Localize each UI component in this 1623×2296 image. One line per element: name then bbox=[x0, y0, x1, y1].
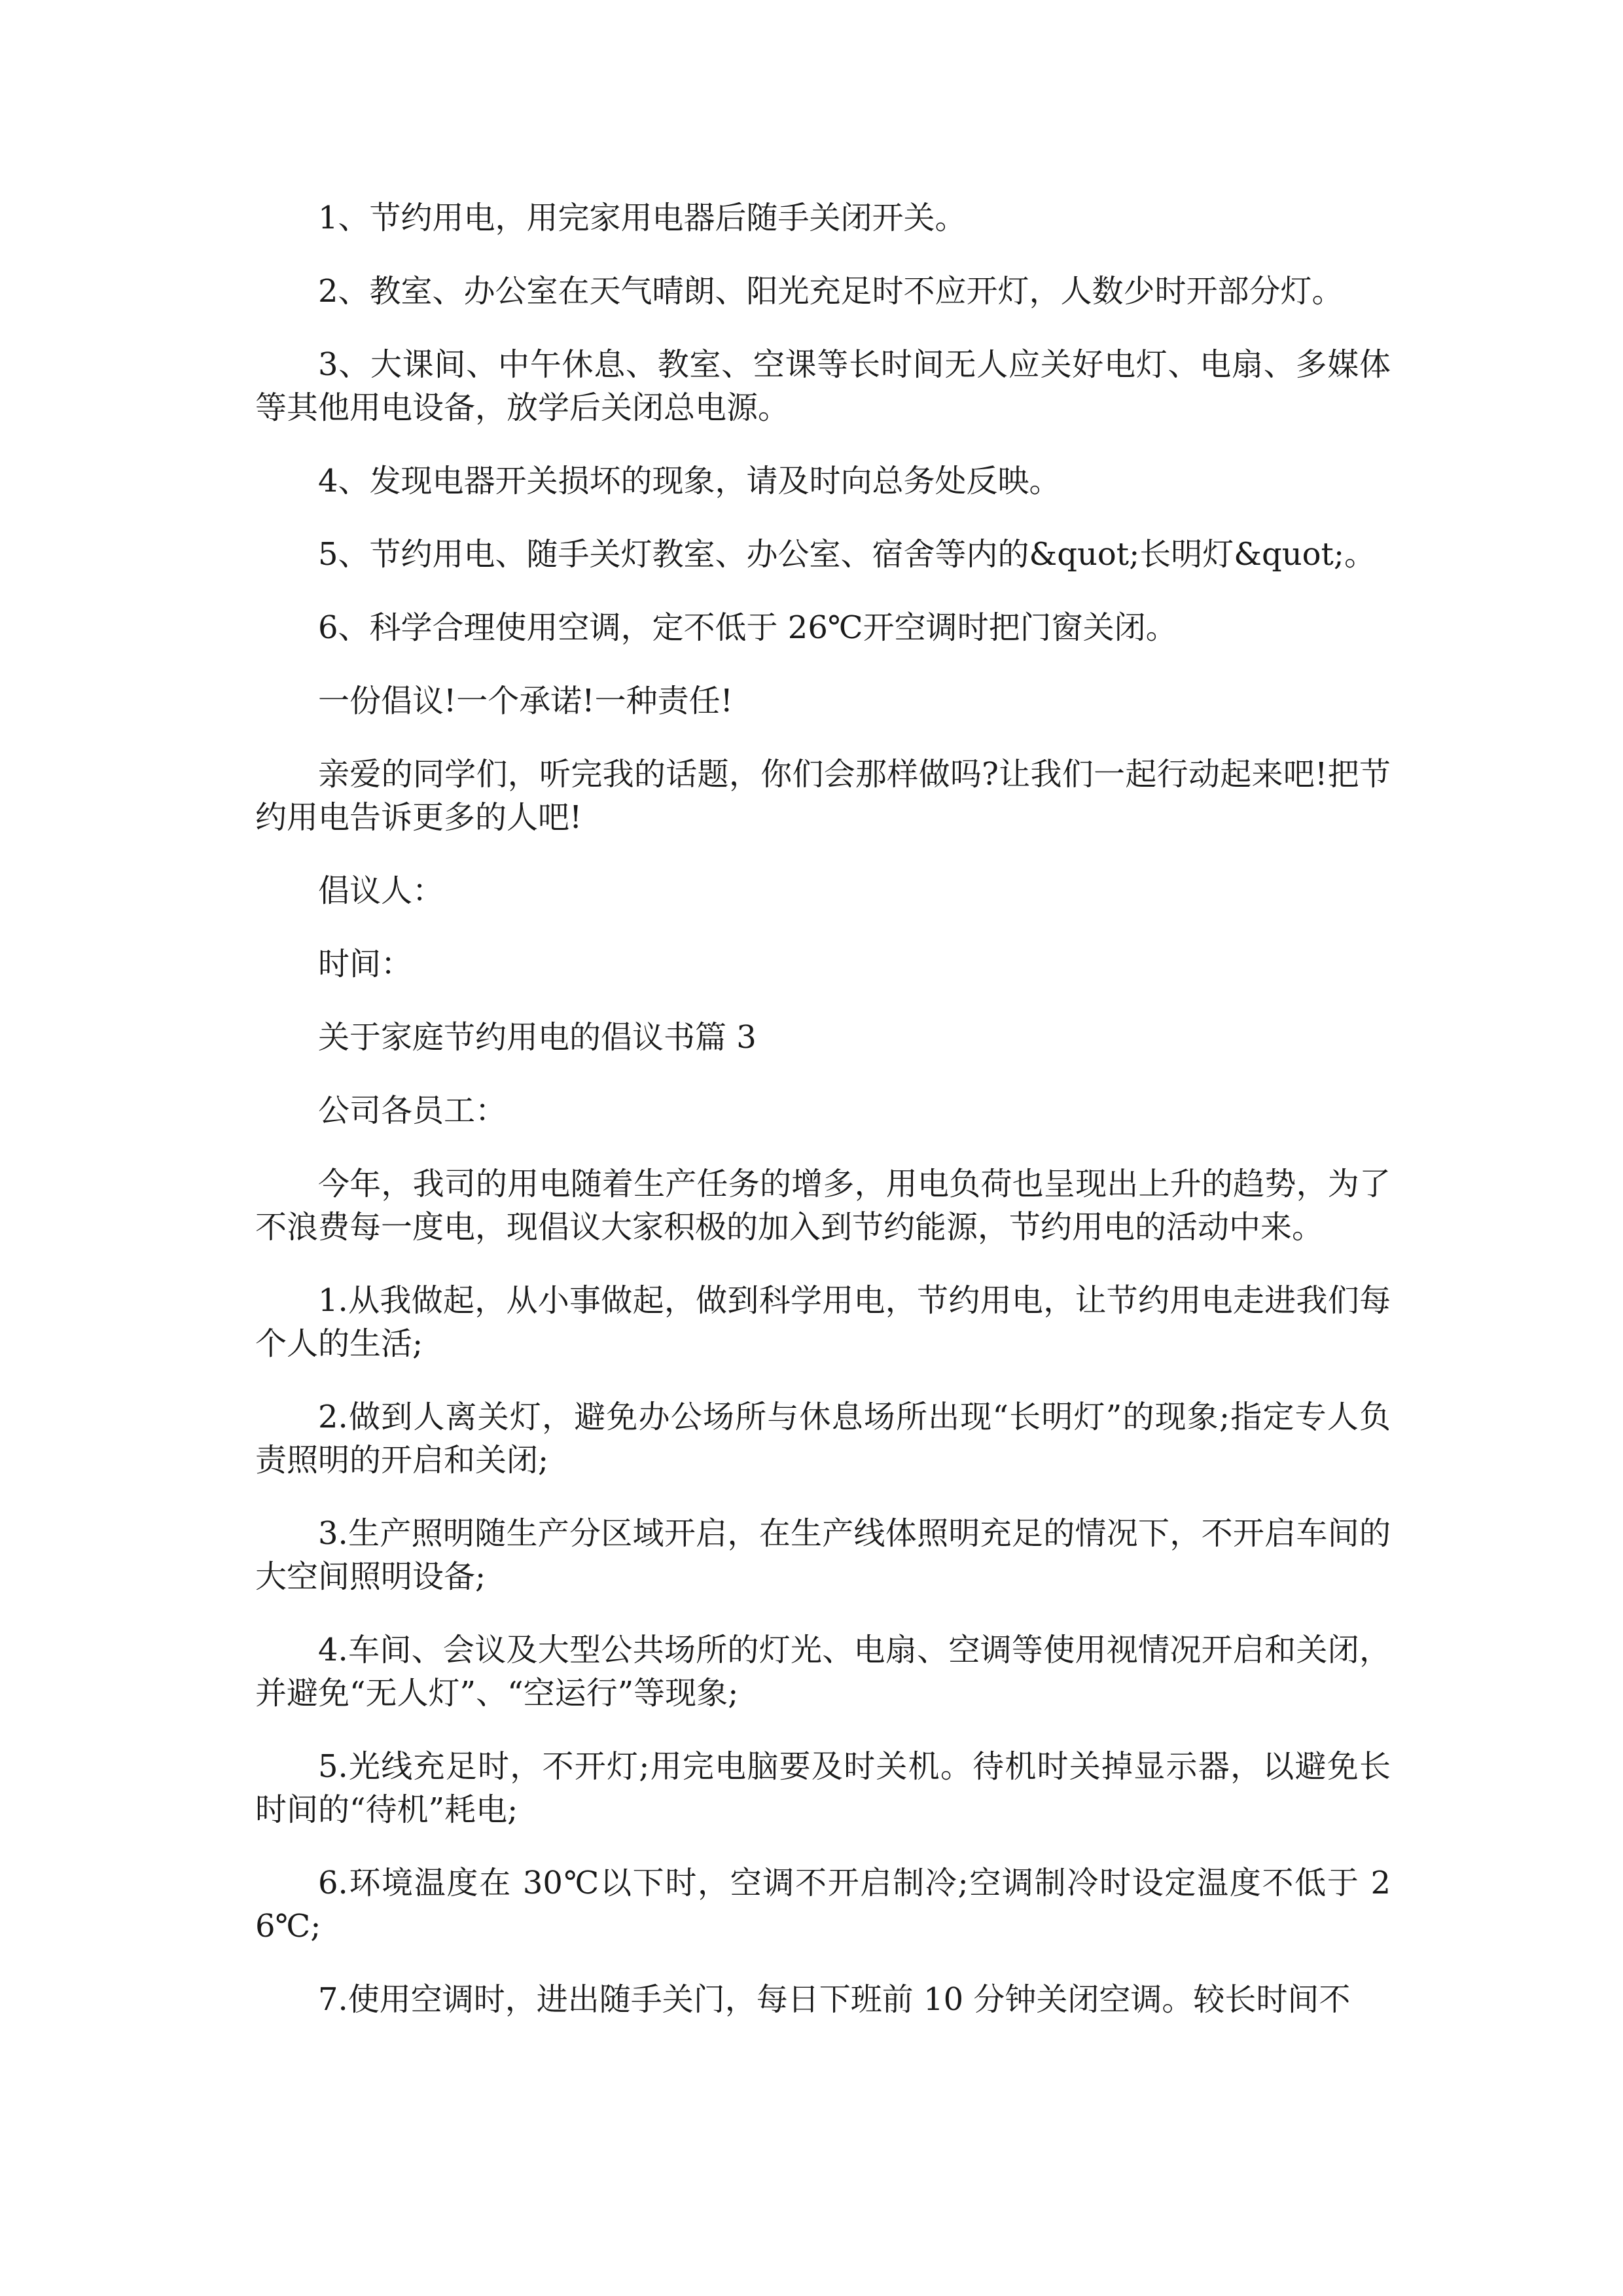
paragraph: 今年，我司的用电随着生产任务的增多，用电负荷也呈现出上升的趋势，为了不浪费每一度电，现倡议大家积极的加入到节约能源，节约用电的活动中来。 bbox=[255, 1166, 1391, 1246]
section-title: 关于家庭节约用电的倡议书篇 3 bbox=[318, 1019, 757, 1056]
paragraph: 6.环境温度在 30℃以下时，空调不开启制冷;空调制冷时设定温度不低于 26℃; bbox=[255, 1865, 1391, 1945]
paragraph: 2.做到人离关灯，避免办公场所与休息场所出现“长明灯”的现象;指定专人负责照明的开启和关闭; bbox=[255, 1399, 1391, 1479]
paragraph: 5、节约用电、随手关灯教室、办公室、宿舍等内的&quot;长明灯&quot;。 bbox=[318, 536, 1376, 573]
paragraph: 1.从我做起，从小事做起，做到科学用电，节约用电，让节约用电走进我们每个人的生活; bbox=[255, 1282, 1391, 1362]
paragraph: 4.车间、会议及大型公共场所的灯光、电扇、空调等使用视情况开启和关闭，并避免“无人灯”、“空运行”等现象; bbox=[255, 1632, 1391, 1712]
paragraph: 7.使用空调时，进出随手关门，每日下班前 10 分钟关闭空调。较长时间不 bbox=[318, 1981, 1351, 2018]
paragraph: 亲爱的同学们，听完我的话题，你们会那样做吗?让我们一起行动起来吧!把节约用电告诉更多的人吧! bbox=[255, 756, 1391, 836]
paragraph: 5.光线充足时，不开灯;用完电脑要及时关机。待机时关掉显示器，以避免长时间的“待机”耗电; bbox=[255, 1748, 1391, 1828]
salutation: 公司各员工： bbox=[318, 1092, 507, 1129]
document-body bbox=[255, 196, 1391, 2051]
paragraph: 4、发现电器开关损坏的现象，请及时向总务处反映。 bbox=[318, 463, 1061, 499]
paragraph: 3.生产照明随生产分区域开启，在生产线体照明充足的情况下，不开启车间的大空间照明设备; bbox=[255, 1515, 1391, 1595]
date-label: 时间： bbox=[318, 946, 413, 982]
paragraph: 3、大课间、中午休息、教室、空课等长时间无人应关好电灯、电扇、多媒体等其他用电设备，放学后关闭总电源。 bbox=[255, 346, 1391, 426]
signatory-label: 倡议人： bbox=[318, 872, 444, 909]
paragraph: 1、节约用电，用完家用电器后随手关闭开关。 bbox=[318, 200, 967, 236]
paragraph: 一份倡议!一个承诺!一种责任! bbox=[318, 683, 733, 719]
paragraph: 2、教室、办公室在天气晴朗、阳光充足时不应开灯，人数少时开部分灯。 bbox=[318, 273, 1344, 310]
paragraph: 6、科学合理使用空调，定不低于 26℃开空调时把门窗关闭。 bbox=[318, 609, 1177, 646]
